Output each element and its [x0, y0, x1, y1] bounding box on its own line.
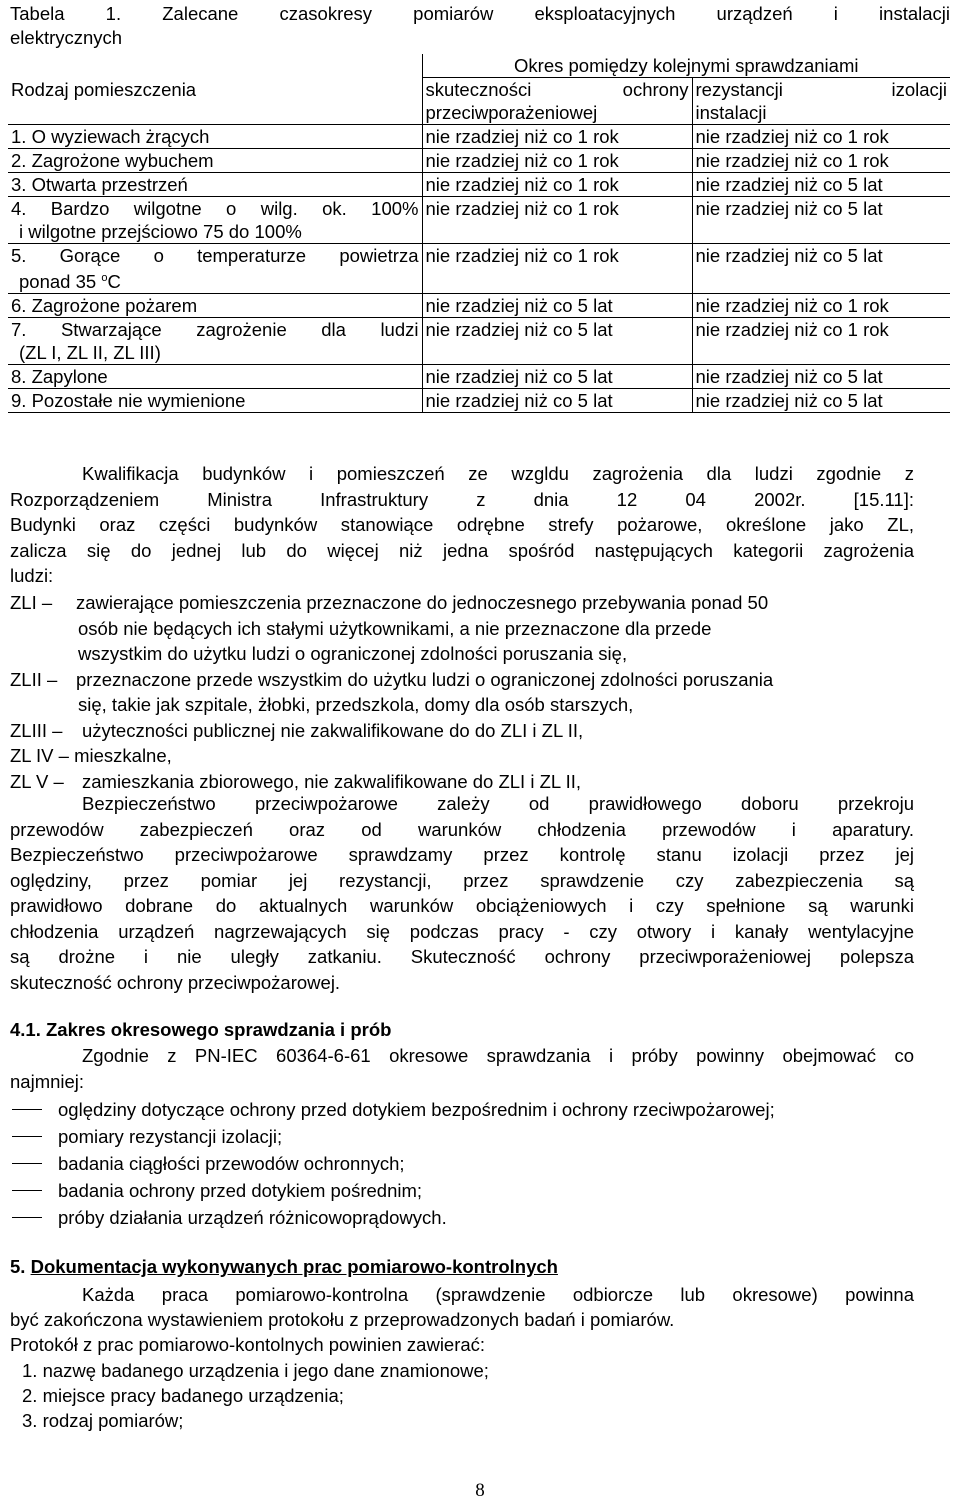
bezpieczenstwo-line-5: prawidłowo dobrane do aktualnych warunków obciążeniowych i czy spełnione są warunki	[10, 895, 914, 916]
zl-code: ZLII –	[10, 668, 58, 690]
row-rezystancja: nie rzadziej niż co 5 lat	[692, 365, 950, 389]
table-row	[8, 149, 950, 173]
table-row	[8, 365, 950, 389]
list-item	[10, 1150, 950, 1177]
row-ochrona: nie rzadziej niż co 1 rok	[422, 149, 692, 173]
row-ochrona: nie rzadziej niż co 1 rok	[422, 197, 692, 244]
header-rodzaj: Rodzaj pomieszczenia	[8, 54, 422, 125]
row-label	[8, 197, 422, 244]
row-label	[8, 244, 422, 294]
section-4-1-intro-line-1: Zgodnie z PN-IEC 60364-6-61 okresowe sprawdzania i próby powinny obejmować co	[82, 1045, 914, 1066]
header-group: Okres pomiędzy kolejnymi sprawdzaniami	[422, 54, 950, 78]
section-5-number: 5.	[10, 1256, 26, 1277]
kwalifikacja-line-2: Rozporządzeniem Ministra Infrastruktury z dnia 12 04 2002r. [15.11]:	[10, 488, 914, 510]
table-row	[8, 173, 950, 197]
kwalifikacja-line-3: Budynki oraz części budynków stanowiące odrębne strefy pożarowe, określone jako ZL,	[10, 514, 914, 535]
row-label-line-1: 5. Gorące o temperaturze powietrza	[11, 245, 419, 266]
table-row	[8, 197, 950, 244]
list-item: 1. nazwę badanego urządzenia i jego dane znamionowe;	[22, 1360, 489, 1381]
row-ochrona: nie rzadziej niż co 5 lat	[422, 318, 692, 365]
bezpieczenstwo-line-1: Bezpieczeństwo przeciwpożarowe zależy od prawidłowego doboru przekroju	[82, 793, 914, 814]
list-item-text: badania ciągłości przewodów ochronnych;	[58, 1153, 405, 1174]
section-5-paragraph	[10, 1282, 914, 1357]
bezpieczenstwo-line-3: Bezpieczeństwo przeciwpożarowe sprawdzamy przez kontrolę stanu izolacji przez jej	[10, 844, 914, 865]
celsius-unit: C	[107, 271, 121, 292]
zl-code: ZL IV –	[10, 745, 69, 766]
list-item	[10, 1096, 950, 1123]
kwalifikacja-line-1: Kwalifikacja budynków i pomieszczeń ze wzgldu zagrożenia dla ludzi zgodnie z	[82, 463, 914, 484]
section-4-1-heading: 4.1. Zakres okresowego sprawdzania i prób	[10, 1019, 392, 1040]
kwalifikacja-paragraph	[10, 461, 914, 589]
bezpieczenstwo-line-7: są drożne i nie uległy zatkaniu. Skuteczność ochrony przeciwporażeniowej polepsza	[10, 946, 914, 967]
list-item-text: oględziny dotyczące ochrony przed dotykiem bezpośrednim i ochrony rzeciwpożarowej;	[58, 1099, 775, 1120]
header-rezystancja-line-1: rezystancji izolacji	[695, 79, 947, 100]
row-label-line-2	[11, 271, 121, 292]
zl-desc-line: mieszkalne,	[74, 745, 172, 766]
table-row	[8, 294, 950, 318]
list-item	[10, 1123, 950, 1150]
row-label: 2. Zagrożone wybuchem	[8, 149, 422, 173]
row-rezystancja: nie rzadziej niż co 1 rok	[692, 149, 950, 173]
row-rezystancja: nie rzadziej niż co 1 rok	[692, 125, 950, 149]
header-rezystancja-line-2: instalacji	[695, 102, 767, 123]
section-5-line-1: Każda praca pomiarowo-kontrolna (sprawdzenie odbiorcze lub okresowe) powinna	[82, 1284, 914, 1305]
kwalifikacja-line-4: zalicza się do jednej lub do więcej niż jedna spośród następujących kategorii zagrożenia	[10, 539, 914, 561]
zl-desc-line: zawierające pomieszczenia przeznaczone do jednoczesnego przebywania ponad 50	[76, 592, 769, 613]
row-ochrona: nie rzadziej niż co 1 rok	[422, 244, 692, 294]
section-5-title: Dokumentacja wykonywanych prac pomiarowo-kontrolnych	[30, 1256, 558, 1277]
list-item: 3. rodzaj pomiarów;	[22, 1410, 184, 1431]
row-rezystancja: nie rzadziej niż co 1 rok	[692, 294, 950, 318]
table-row	[8, 125, 950, 149]
caption-line-1: Tabela 1. Zalecane czasokresy pomiarów eksploatacyjnych urządzeń i instalacji	[10, 3, 950, 24]
row-ochrona: nie rzadziej niż co 5 lat	[422, 294, 692, 318]
zl-categories	[10, 590, 930, 794]
row-rezystancja: nie rzadziej niż co 1 rok	[692, 318, 950, 365]
dash-bullet-icon	[12, 1190, 42, 1191]
bezpieczenstwo-line-6: chłodzenia urządzeń nagrzewających się podczas pracy - czy otwory i kanały wentylacyjne	[10, 920, 914, 942]
zl-code: ZL V –	[10, 770, 64, 792]
zl-code: ZLIII –	[10, 719, 63, 741]
zl-desc-line: przeznaczone przede wszystkim do użytku ludzi o ograniczonej zdolności poruszania	[76, 668, 774, 690]
list-item: 2. miejsce pracy badanego urządzenia;	[22, 1385, 344, 1406]
section-4-1-list	[10, 1096, 950, 1231]
zl-desc-line: użyteczności publicznej nie zakwalifikowane do do ZLI i ZL II,	[82, 719, 584, 741]
zl-code: ZLI –	[10, 592, 53, 613]
section-5-line-3: Protokół z prac pomiarowo-kontolnych powinien zawierać:	[10, 1334, 486, 1355]
table-caption	[10, 2, 950, 50]
zl-category-zliii	[10, 718, 930, 744]
row-label	[8, 318, 422, 365]
bezpieczenstwo-paragraph	[10, 791, 914, 995]
row-rezystancja: nie rzadziej niż co 5 lat	[692, 244, 950, 294]
row-ochrona: nie rzadziej niż co 1 rok	[422, 173, 692, 197]
bezpieczenstwo-line-2: przewodów zabezpieczeń oraz od warunków chłodzenia przewodów i aparatury.	[10, 818, 914, 840]
row-label-line-2: (ZL I, ZL II, ZL III)	[19, 342, 161, 363]
list-item-text: pomiary rezystancji izolacji;	[58, 1126, 283, 1147]
section-5-heading	[10, 1254, 558, 1279]
row-rezystancja: nie rzadziej niż co 5 lat	[692, 173, 950, 197]
dash-bullet-icon	[12, 1136, 42, 1137]
zl-category-zlii	[10, 667, 930, 718]
list-item-text: próby działania urządzeń różnicowoprądowych.	[58, 1207, 447, 1228]
list-item	[10, 1177, 950, 1204]
list-item	[10, 1204, 950, 1231]
degree-mark: o	[101, 272, 108, 284]
row-ochrona: nie rzadziej niż co 5 lat	[422, 389, 692, 413]
row-label: 9. Pozostałe nie wymienione	[8, 389, 422, 413]
table-row	[8, 389, 950, 413]
kwalifikacja-line-5: ludzi:	[10, 565, 54, 586]
page-number: 8	[475, 1480, 485, 1501]
header-ochrona-line-1: skuteczności ochrony	[425, 79, 689, 100]
dash-bullet-icon	[12, 1217, 42, 1218]
row-ochrona: nie rzadziej niż co 1 rok	[422, 125, 692, 149]
row-label: 3. Otwarta przestrzeń	[8, 173, 422, 197]
row-label: 6. Zagrożone pożarem	[8, 294, 422, 318]
caption-line-2: elektrycznych	[10, 27, 123, 48]
table-row	[8, 318, 950, 365]
section-4-1-intro-line-2: najmniej:	[10, 1070, 85, 1092]
header-ochrona	[422, 78, 692, 125]
row-label: 8. Zapylone	[8, 365, 422, 389]
dash-bullet-icon	[12, 1109, 42, 1110]
zl-desc-line: się, takie jak szpitale, żłobki, przedszkola, domy dla osób starszych,	[78, 694, 634, 715]
header-ochrona-line-2: przeciwporażeniowej	[425, 102, 598, 123]
zl-category-zliv	[10, 743, 930, 769]
row-label-line-2: i wilgotne przejściowo 75 do 100%	[19, 221, 302, 242]
section-4-1-intro	[10, 1043, 914, 1094]
row-label-line-1: 7. Stwarzające zagrożenie dla ludzi	[11, 319, 419, 340]
list-item-text: badania ochrony przed dotykiem pośrednim;	[58, 1180, 423, 1201]
bezpieczenstwo-line-8: skuteczność ochrony przeciwpożarowej.	[10, 971, 341, 993]
header-rezystancja	[692, 78, 950, 125]
protocol-contents-list	[22, 1358, 489, 1433]
zl-desc-line: zamieszkania zbiorowego, nie zakwalifikowane do ZLI i ZL II,	[82, 770, 582, 792]
section-5-line-2: być zakończona wystawieniem protokołu z przeprowadzonych badań i pomiarów.	[10, 1309, 675, 1330]
bezpieczenstwo-line-4: oględziny, przez pomiar jej rezystancji, przez sprawdzenie czy zabezpieczenia są	[10, 869, 914, 891]
row-ochrona: nie rzadziej niż co 5 lat	[422, 365, 692, 389]
measurement-intervals-table	[8, 54, 950, 413]
row-rezystancja: nie rzadziej niż co 5 lat	[692, 197, 950, 244]
dash-bullet-icon	[12, 1163, 42, 1164]
row-label: 1. O wyziewach żrących	[8, 125, 422, 149]
table-row	[8, 244, 950, 294]
row-label-line-1: 4. Bardzo wilgotne o wilg. ok. 100%	[11, 198, 419, 219]
zl-category-zli	[10, 590, 930, 667]
temperature-text: ponad 35	[19, 271, 97, 292]
row-rezystancja: nie rzadziej niż co 5 lat	[692, 389, 950, 413]
zl-desc-line: osób nie będących ich stałymi użytkownikami, a nie przeznaczone dla przede	[78, 617, 712, 639]
zl-desc-line: wszystkim do użytku ludzi o ograniczonej zdolności poruszania się,	[78, 643, 628, 664]
